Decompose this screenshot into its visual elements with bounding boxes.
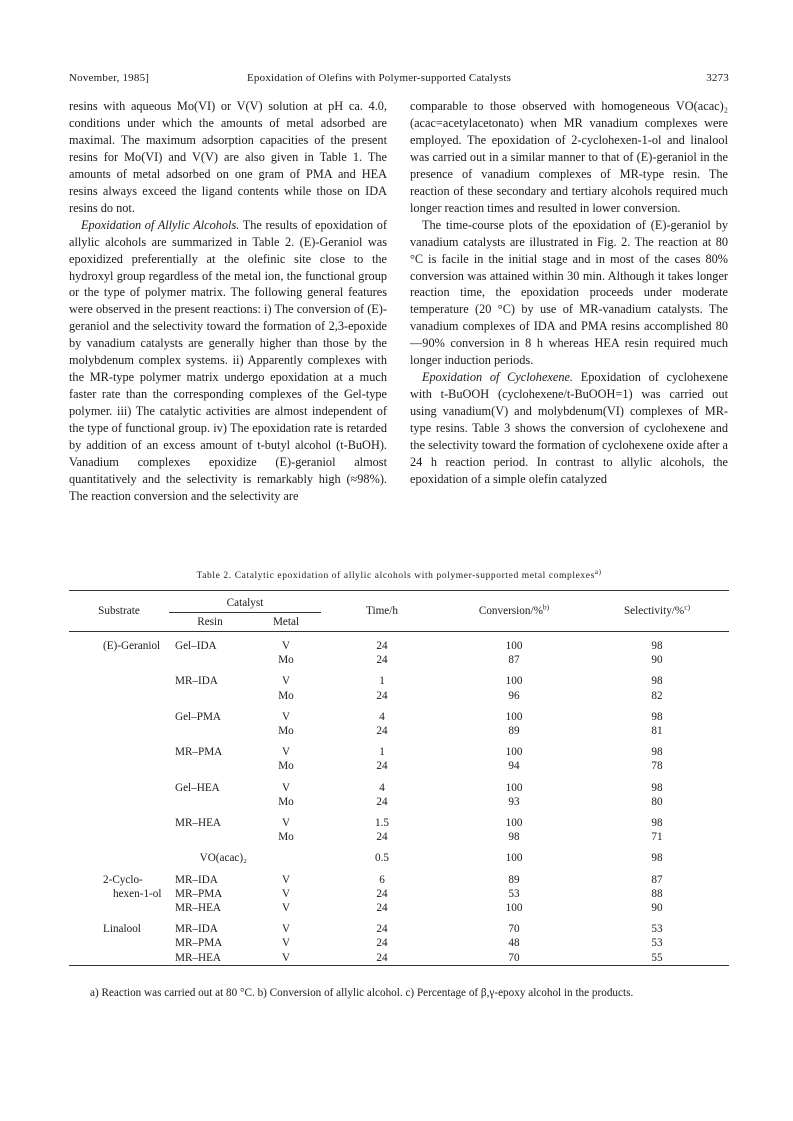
cell-conversion: 93 [508, 795, 520, 808]
cell-substrate: hexen-1-ol [113, 887, 162, 900]
cell-resin: Gel–HEA [175, 781, 220, 794]
cell-conversion: 96 [508, 689, 520, 702]
cell-time: 24 [376, 923, 388, 936]
cell-resin: MR–HEA [175, 817, 221, 830]
table-row [69, 851, 729, 865]
cell-metal [251, 851, 321, 865]
cell-selectivity: 98 [651, 817, 663, 830]
cell-time: 24 [376, 795, 388, 808]
cell-selectivity: 53 [651, 923, 663, 936]
cell-conversion: 53 [508, 887, 520, 900]
cell-substrate [69, 851, 169, 865]
cell-substrate [69, 653, 169, 667]
cell-resin: VO(acac)₂ [199, 852, 247, 865]
cell-selectivity: 81 [651, 725, 663, 738]
cell-substrate: 2-Cyclo- [103, 873, 143, 886]
cell-substrate [69, 759, 169, 773]
cell-selectivity: 88 [651, 887, 663, 900]
cell-selectivity: 90 [651, 902, 663, 915]
cell-metal: Mo [278, 654, 294, 667]
cell-conversion: 100 [505, 781, 523, 794]
cell-conversion: 100 [505, 746, 523, 759]
cell-resin: MR–IDA [175, 923, 218, 936]
cell-selectivity: 82 [651, 689, 663, 702]
cell-resin [169, 689, 251, 703]
header-metal: Metal [251, 613, 321, 632]
paragraph: comparable to those observed with homogeneous VO(acac)₂ (acac=acetylacetonato) when MR vanadium complexes were employed. The epoxidation of 2-cyclohexen-1-ol and linalool was carried out in a similar manner to that of (E)-geraniol in the presence of vanadium complexes of MR-type resin. The reaction of these secondary and tertiary alcohols required much longer reaction times and resulted in lower conversion. [410, 99, 728, 215]
cell-selectivity: 98 [651, 640, 663, 652]
cell-time: 0.5 [375, 852, 389, 865]
paragraph-body: Epoxidation of cyclohexene with t-BuOOH (cyclohexene/t-BuOOH=1) was carried out using vanadium(V) and molybdenum(VI) complexes of MR-type resins. Table 3 shows the conversion of cyclohexene and the selectivity toward the formation of cyclohexene oxide after a 24 h reaction period. In contrast to allylic alcohols, the epoxidation of a simple olefin catalyzed [410, 370, 728, 486]
cell-conversion: 89 [508, 873, 520, 886]
table-row [69, 830, 729, 844]
cell-metal: V [281, 902, 291, 915]
table-row [69, 922, 729, 936]
cell-conversion: 100 [505, 902, 523, 915]
cell-selectivity: 87 [651, 873, 663, 886]
cell-time: 24 [376, 887, 388, 900]
cell-time: 1.5 [375, 817, 389, 830]
table-spacer [69, 915, 729, 922]
cell-time: 4 [379, 781, 385, 794]
cell-time: 24 [376, 951, 388, 964]
cell-substrate [69, 710, 169, 724]
cell-selectivity: 71 [651, 831, 663, 844]
cell-resin [169, 830, 251, 844]
cell-substrate [69, 901, 169, 915]
cell-selectivity: 80 [651, 795, 663, 808]
table-body [69, 632, 729, 966]
cell-resin: MR–PMA [175, 937, 223, 950]
cell-resin: Gel–PMA [175, 710, 221, 723]
cell-resin [169, 653, 251, 667]
header-selectivity-text: Selectivity/% [623, 605, 685, 617]
table-row [69, 639, 729, 653]
cell-selectivity: 98 [651, 675, 663, 688]
cell-substrate [69, 724, 169, 738]
cell-time: 24 [376, 640, 388, 652]
table-row [69, 745, 729, 759]
header-conversion-footnote-mark: b) [542, 602, 550, 612]
table-row [69, 816, 729, 830]
table-row [69, 936, 729, 950]
table-row [69, 724, 729, 738]
cell-conversion: 94 [508, 760, 520, 773]
cell-conversion: 48 [508, 937, 520, 950]
header-date: November, 1985] [69, 72, 150, 84]
cell-resin: Gel–IDA [175, 640, 217, 652]
table-spacer [69, 844, 729, 851]
cell-substrate [69, 830, 169, 844]
cell-conversion: 100 [505, 852, 523, 865]
cell-conversion: 70 [508, 951, 520, 964]
cell-resin [169, 724, 251, 738]
paragraph: resins with aqueous Mo(VI) or V(V) solution at pH ca. 4.0, conditions under which the amounts of metal adsorbed are maximal. The maximum adsorption capacities of the present resins for Mo(VI) and V(V) are also given in Table 1. The amounts of metal adsorbed on one gram of PMA and HEA resins always exceed the ligand contents while those on IDA resins do not. [69, 99, 387, 215]
cell-time: 24 [376, 760, 388, 773]
paragraph [69, 217, 387, 505]
header-catalyst: Catalyst [226, 597, 264, 609]
table-row [69, 901, 729, 915]
cell-substrate [69, 795, 169, 809]
table-spacer [69, 667, 729, 674]
paragraph [410, 369, 728, 488]
table-spacer [69, 774, 729, 781]
cell-time: 6 [379, 873, 385, 886]
table-spacer [69, 809, 729, 816]
right-column [410, 98, 728, 488]
header-selectivity [585, 591, 729, 632]
cell-resin: MR–PMA [175, 887, 223, 900]
table-row [69, 653, 729, 667]
table-footnote: a) Reaction was carried out at 80 °C. b) Conversion of allylic alcohol. c) Percentage of β,γ-epoxy alcohol in the products. [90, 987, 634, 999]
table-row [69, 887, 729, 901]
cell-conversion: 100 [505, 640, 523, 652]
cell-metal: Mo [278, 725, 294, 738]
table-row [69, 795, 729, 809]
results-table [69, 590, 729, 966]
table-row [69, 781, 729, 795]
cell-resin: MR–HEA [175, 951, 221, 964]
cell-resin [169, 795, 251, 809]
cell-metal: V [281, 887, 291, 900]
cell-time: 1 [379, 675, 385, 688]
cell-conversion: 100 [505, 675, 523, 688]
cell-metal: V [281, 781, 291, 794]
cell-selectivity: 98 [651, 781, 663, 794]
cell-conversion: 100 [505, 817, 523, 830]
cell-metal: V [281, 873, 291, 886]
cell-selectivity: 78 [651, 760, 663, 773]
paragraph: The time-course plots of the epoxidation of (E)-geraniol by vanadium catalysts are illustrated in Fig. 2. The reaction at 80 °C is facile in the initial stage and in most of the cases 80% conversion was attained within 30 min. Although it takes longer reaction time, the epoxidation proceeds under moderate temperature (20 °C) by use of MR-vanadium catalysts. The vanadium complexes of IDA and PMA resins accomplished 80—90% conversion in 8 h whereas HEA resin required much longer induction periods. [410, 217, 728, 368]
header-conversion-text: Conversion/% [478, 605, 543, 617]
cell-substrate [69, 674, 169, 688]
cell-time: 24 [376, 654, 388, 667]
table-spacer [69, 866, 729, 873]
table-row [69, 674, 729, 688]
cell-metal: Mo [278, 689, 294, 702]
cell-selectivity: 55 [651, 951, 663, 964]
cell-conversion: 100 [505, 710, 523, 723]
table-spacer [69, 738, 729, 745]
table-row [69, 951, 729, 966]
header-title: Epoxidation of Olefins with Polymer-supported Catalysts [247, 72, 512, 84]
header-resin: Resin [169, 613, 251, 632]
cell-metal: Mo [278, 831, 294, 844]
cell-metal: V [281, 817, 291, 830]
paragraph-body: The results of epoxidation of allylic alcohols are summarized in Table 2. (E)-Geraniol was epoxidized preferentially at the olefinic site close to the hydroxyl group regardless of the metal ion, the functional group or the type of polymer matrix. The following general features were observed in the present reactions: i) The conversion of (E)-geraniol and the selectivity toward the formation of 2,3-epoxide by vanadium catalysts are generally higher than those by the molybdenum complex systems. ii) Apparently complexes with the MR-type polymer matrix undergo epoxidation at a much faster rate than the corresponding complexes of the Gel-type polymer. iii) The catalytic activities are almost independent of the type of functional group. iv) The epoxidation rate is retarded by addition of an excess amount of t-butyl alcohol (t-BuOH). Vanadium complexes epoxidize (E)-geraniol almost quantitatively and the selectivity is remarkably high (≈98%). The reaction conversion and the selectivity are [69, 217, 387, 503]
header-conversion [443, 591, 585, 632]
section-heading: Epoxidation of Cyclohexene. [422, 370, 574, 385]
header-selectivity-footnote-mark: c) [684, 602, 691, 612]
cell-substrate [69, 936, 169, 950]
cell-substrate [69, 745, 169, 759]
cell-metal: Mo [278, 760, 294, 773]
cell-time: 4 [379, 710, 385, 723]
cell-time: 24 [376, 937, 388, 950]
cell-selectivity: 98 [651, 852, 663, 865]
cell-resin: MR–HEA [175, 902, 221, 915]
cell-substrate [69, 689, 169, 703]
cell-time: 24 [376, 831, 388, 844]
table-spacer [69, 703, 729, 710]
cell-resin: MR–IDA [175, 675, 218, 688]
cell-substrate [69, 951, 169, 966]
cell-conversion: 70 [508, 923, 520, 936]
section-heading: Epoxidation of Allylic Alcohols. [81, 217, 240, 232]
cell-time: 24 [376, 725, 388, 738]
cell-selectivity: 98 [651, 746, 663, 759]
table-caption [69, 567, 729, 581]
table-caption-text: Table 2. Catalytic epoxidation of allylic alcohols with polymer-supported metal complexes [196, 571, 595, 581]
table-row [69, 873, 729, 887]
cell-conversion: 87 [508, 654, 520, 667]
table-row [69, 710, 729, 724]
cell-substrate: Linalool [103, 923, 141, 936]
cell-time: 24 [376, 689, 388, 702]
cell-time: 24 [376, 902, 388, 915]
cell-conversion: 98 [508, 831, 520, 844]
cell-metal: V [281, 640, 291, 652]
cell-resin [169, 759, 251, 773]
header-time: Time/h [321, 591, 443, 632]
cell-substrate [69, 781, 169, 795]
running-header [69, 72, 729, 90]
cell-conversion: 89 [508, 725, 520, 738]
cell-selectivity: 53 [651, 937, 663, 950]
cell-metal: V [281, 951, 291, 964]
page-number: 3273 [706, 72, 729, 84]
cell-metal: Mo [278, 795, 294, 808]
table-spacer [69, 632, 729, 640]
cell-substrate: (E)-Geraniol [103, 640, 161, 652]
cell-metal: V [281, 710, 291, 723]
left-column [69, 98, 387, 505]
cell-resin: MR–PMA [175, 746, 223, 759]
header-substrate: Substrate [69, 591, 169, 632]
cell-selectivity: 90 [651, 654, 663, 667]
table-row [69, 689, 729, 703]
table-row [69, 759, 729, 773]
cell-resin: MR–IDA [175, 873, 218, 886]
cell-metal: V [281, 923, 291, 936]
cell-time: 1 [379, 746, 385, 759]
cell-metal: V [281, 937, 291, 950]
cell-selectivity: 98 [651, 710, 663, 723]
cell-metal: V [281, 746, 291, 759]
cell-metal: V [281, 675, 291, 688]
table-caption-footnote-mark: a) [594, 567, 602, 576]
cell-substrate [69, 816, 169, 830]
